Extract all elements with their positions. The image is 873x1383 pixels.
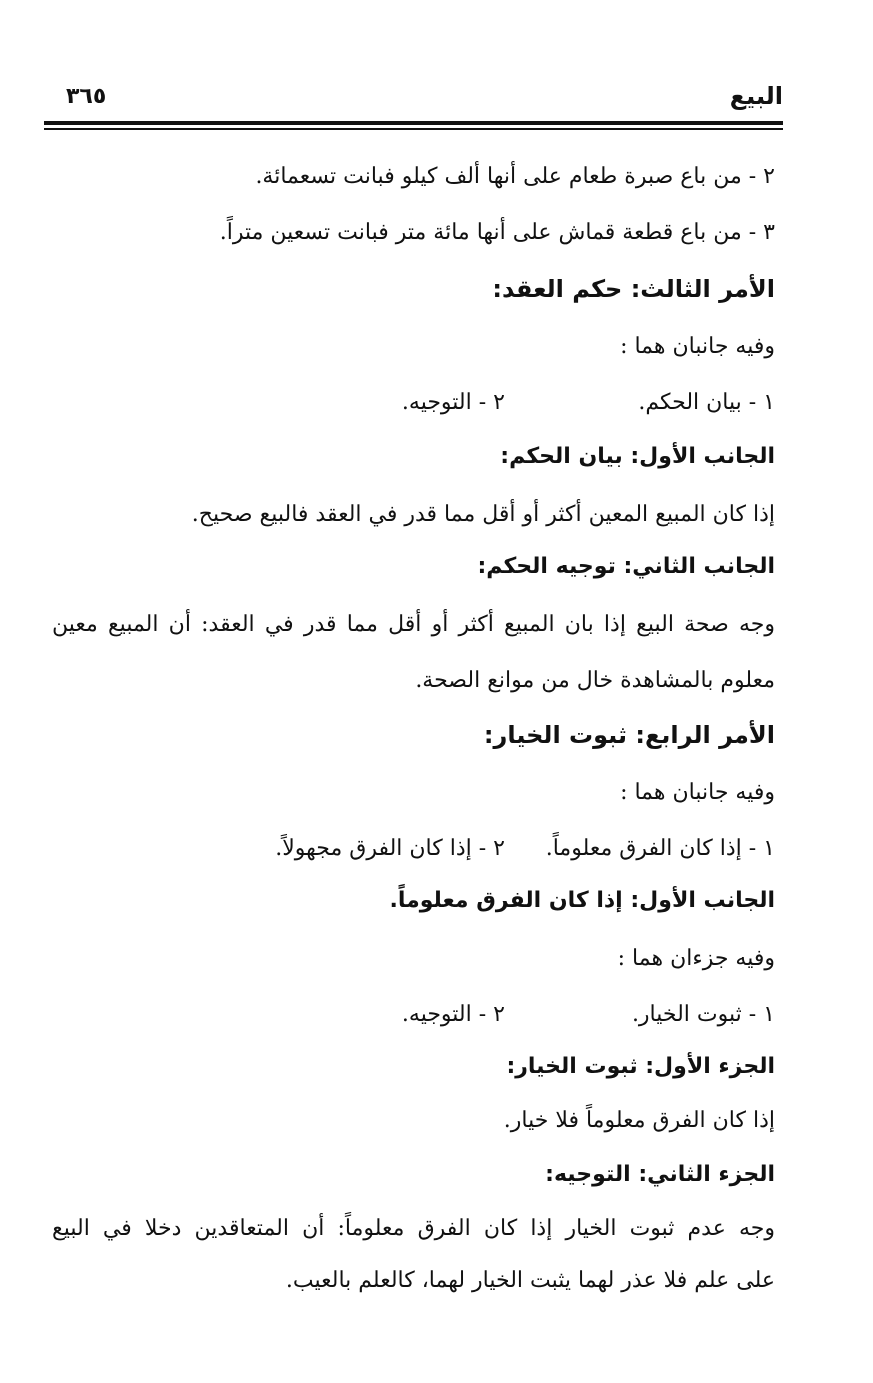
intro-text: وفيه جزءان هما :: [617, 946, 775, 971]
subsection-heading: الجزء الأول: ثبوت الخيار:: [506, 1054, 775, 1079]
paragraph-line: على علم فلا عذر لهما يثبت الخيار لهما، كالعلم بالعيب.: [285, 1268, 775, 1293]
subsection-heading: الجزء الثاني: التوجيه:: [545, 1162, 775, 1187]
intro-text: وفيه جانبان هما :: [620, 780, 775, 805]
paragraph-line: معلوم بالمشاهدة خال من موانع الصحة.: [415, 668, 775, 693]
list-item: ٣ - من باع قطعة قماش على أنها مائة متر فبانت تسعين متراً.: [219, 220, 775, 245]
intro-text: وفيه جانبان هما :: [620, 334, 775, 359]
list-item: ٢ - من باع صبرة طعام على أنها ألف كيلو فبانت تسعمائة.: [255, 164, 775, 189]
list-item: ١ - إذا كان الفرق معلوماً.: [545, 836, 775, 861]
paragraph: إذا كان الفرق معلوماً فلا خيار.: [503, 1108, 775, 1133]
list-item: ٢ - التوجيه.: [401, 1002, 505, 1027]
chapter-title: البيع: [729, 82, 783, 110]
paragraph-line: وجه عدم ثبوت الخيار إذا كان الفرق معلوماً: أن المتعاقدين دخلا في البيع: [52, 1216, 775, 1241]
list-item: ١ - بيان الحكم.: [638, 390, 775, 415]
header-rule-thick: [44, 121, 783, 125]
subsection-heading: الجانب الثاني: توجيه الحكم:: [477, 554, 775, 579]
list-item: ٢ - إذا كان الفرق مجهولاً.: [275, 836, 505, 861]
running-header: [44, 78, 783, 118]
page-number: ٣٦٥: [66, 84, 107, 109]
list-item: ١ - ثبوت الخيار.: [631, 1002, 775, 1027]
list-item: ٢ - التوجيه.: [401, 390, 505, 415]
header-rule-thin: [44, 128, 783, 130]
paragraph: إذا كان المبيع المعين أكثر أو أقل مما قدر في العقد فالبيع صحيح.: [191, 502, 775, 527]
paragraph-line: وجه صحة البيع إذا بان المبيع أكثر أو أقل مما قدر في العقد: أن المبيع معين: [52, 612, 775, 637]
section-heading: الأمر الرابع: ثبوت الخيار:: [483, 721, 775, 749]
subsection-heading: الجانب الأول: بيان الحكم:: [500, 444, 775, 469]
subsection-heading: الجانب الأول: إذا كان الفرق معلوماً.: [389, 888, 775, 913]
section-heading: الأمر الثالث: حكم العقد:: [492, 275, 775, 303]
